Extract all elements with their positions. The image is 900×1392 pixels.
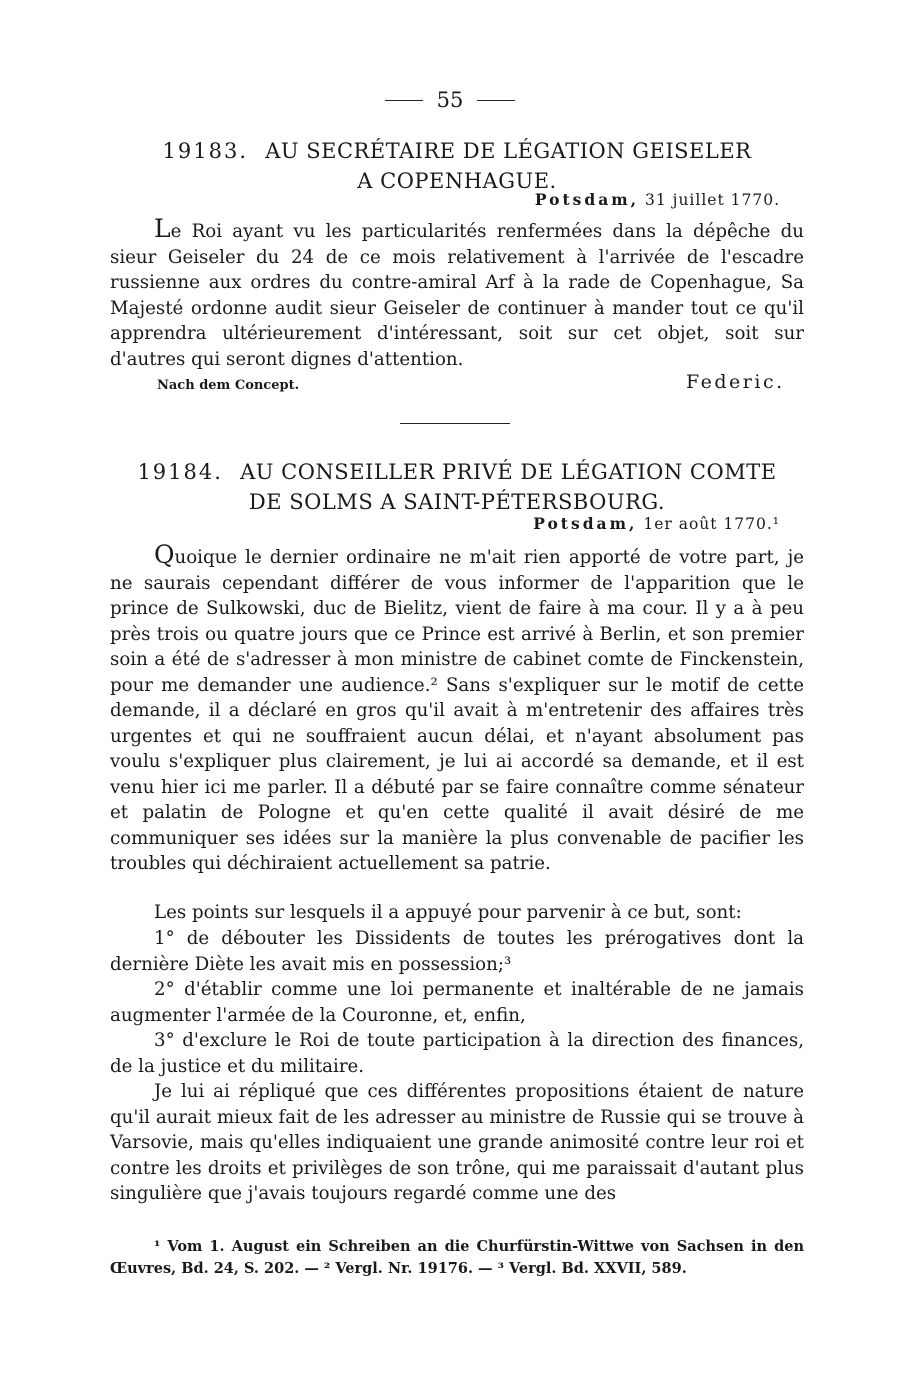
letter-2-point-1: 1° de débouter les Dissidents de toutes les prérogatives dont la dernière Diète les avait mis en possession;³ xyxy=(110,928,804,975)
letter-1-date: 31 juillet 1770. xyxy=(644,191,780,209)
letter-1-signature: Federic. xyxy=(686,371,785,393)
letter-2-place: Potsdam, xyxy=(533,514,638,533)
letter-2-heading xyxy=(110,457,804,517)
letter-1-dateline xyxy=(535,190,780,209)
letter-2-dropcap: Q xyxy=(154,540,175,569)
footnotes: ¹ Vom 1. August ein Schreiben an die Churfürstin-Wittwe von Sachsen in den Œuvres, Bd. 24, S. 202. — ² Vergl. Nr. 19176. — ³ Vergl. Bd. XXVII, 589. xyxy=(110,1238,804,1277)
letter-1-source-note: Nach dem Concept. xyxy=(157,378,300,393)
letter-2-title-line1: AU CONSEILLER PRIVÉ DE LÉGATION COMTE xyxy=(240,460,777,484)
letter-2-paragraph-6: Je lui ai répliqué que ces différentes propositions étaient de nature qu'il aurait mieux fait de les adresser au ministre de Russie qui se trouve à Varsovie, mais qu'elles indiquaient une grande animosité contre leur roi et contre les droits et privilèges de son trône, qui me paraissait d'autant plus singulière que j'avais toujours regardé comme une des xyxy=(110,1081,804,1204)
letter-2-point-2: 2° d'établir comme une loi permanente et inaltérable de ne jamais augmenter l'armée de la Couronne, et, enfin, xyxy=(110,979,804,1026)
letter-2-title-line2: DE SOLMS A SAINT-PÉTERSBOURG. xyxy=(248,490,666,514)
letter-2-paragraph-1 xyxy=(110,542,804,877)
letter-1-body-text: e Roi ayant vu les particularités renfermées dans la dépêche du sieur Geiseler du 24 de ce mois relativement à l'arrivée de l'escadre russienne aux ordres du contre-amiral Arf à la rade de Copenhague, Sa Majesté ordonne audit sieur Geiseler de continuer à mander tout ce qu'il apprendra ultérieurement d'intéressant, soit sur cet objet, soit sur d'autres qui seront dignes d'attention. xyxy=(110,221,804,370)
letter-2-date: 1er août 1770.¹ xyxy=(643,515,780,533)
section-divider xyxy=(400,423,510,424)
page-number: 55 xyxy=(436,88,464,112)
letter-2-number: 19184. xyxy=(137,460,223,484)
letter-2-point-3: 3° d'exclure le Roi de toute participation à la direction des finances, de la justice et du militaire. xyxy=(110,1030,804,1077)
letter-1-place: Potsdam, xyxy=(534,190,640,209)
letter-1-heading xyxy=(110,136,804,196)
letter-1-title-line1: AU SECRÉTAIRE DE LÉGATION GEISELER xyxy=(265,139,752,163)
page-number-dash-right xyxy=(477,100,515,101)
letter-1-body xyxy=(110,216,804,372)
letter-2-heading-line1 xyxy=(110,457,804,487)
page-number-row xyxy=(0,88,900,112)
page-number-dash-left xyxy=(385,100,423,101)
letter-2-paragraph-1-text: uoique le dernier ordinaire ne m'ait rien apporté de votre part, je ne saurais cependant différer de vous informer de l'apparition que le prince de Sulkowski, duc de Bielitz, vient de faire à ma cour. Il y a à peu près trois ou quatre jours que ce Prince est arrivé à Berlin, et son premier soin a été de s'adresser à mon ministre de cabinet comte de Finckenstein, pour me demander une audience.² Sans s'expliquer sur le motif de cette demande, il a déclaré en gros qu'il avait à m'entretenir des affaires très urgentes et qui ne souffraient aucun délai, et n'ayant absolument pas voulu s'expliquer plus clairement, je lui ai accordé sa demande, et il est venu hier ici me parler. Il a débuté par se faire connaître comme sénateur et palatin de Pologne et qu'en cette qualité il avait désiré de me communiquer ses idées sur la manière la plus convenable de pacifier les troubles qui déchiraient actuellement sa patrie. xyxy=(110,547,804,874)
letter-2-dateline xyxy=(533,514,780,533)
letter-2-paragraph-2: Les points sur lesquels il a appuyé pour parvenir à ce but, sont: xyxy=(154,902,742,923)
letter-1-title-line2: A COPENHAGUE. xyxy=(357,169,557,193)
letter-1-number: 19183. xyxy=(162,139,248,163)
letter-1-dropcap: L xyxy=(154,214,171,243)
letter-1-heading-line1 xyxy=(110,136,804,166)
